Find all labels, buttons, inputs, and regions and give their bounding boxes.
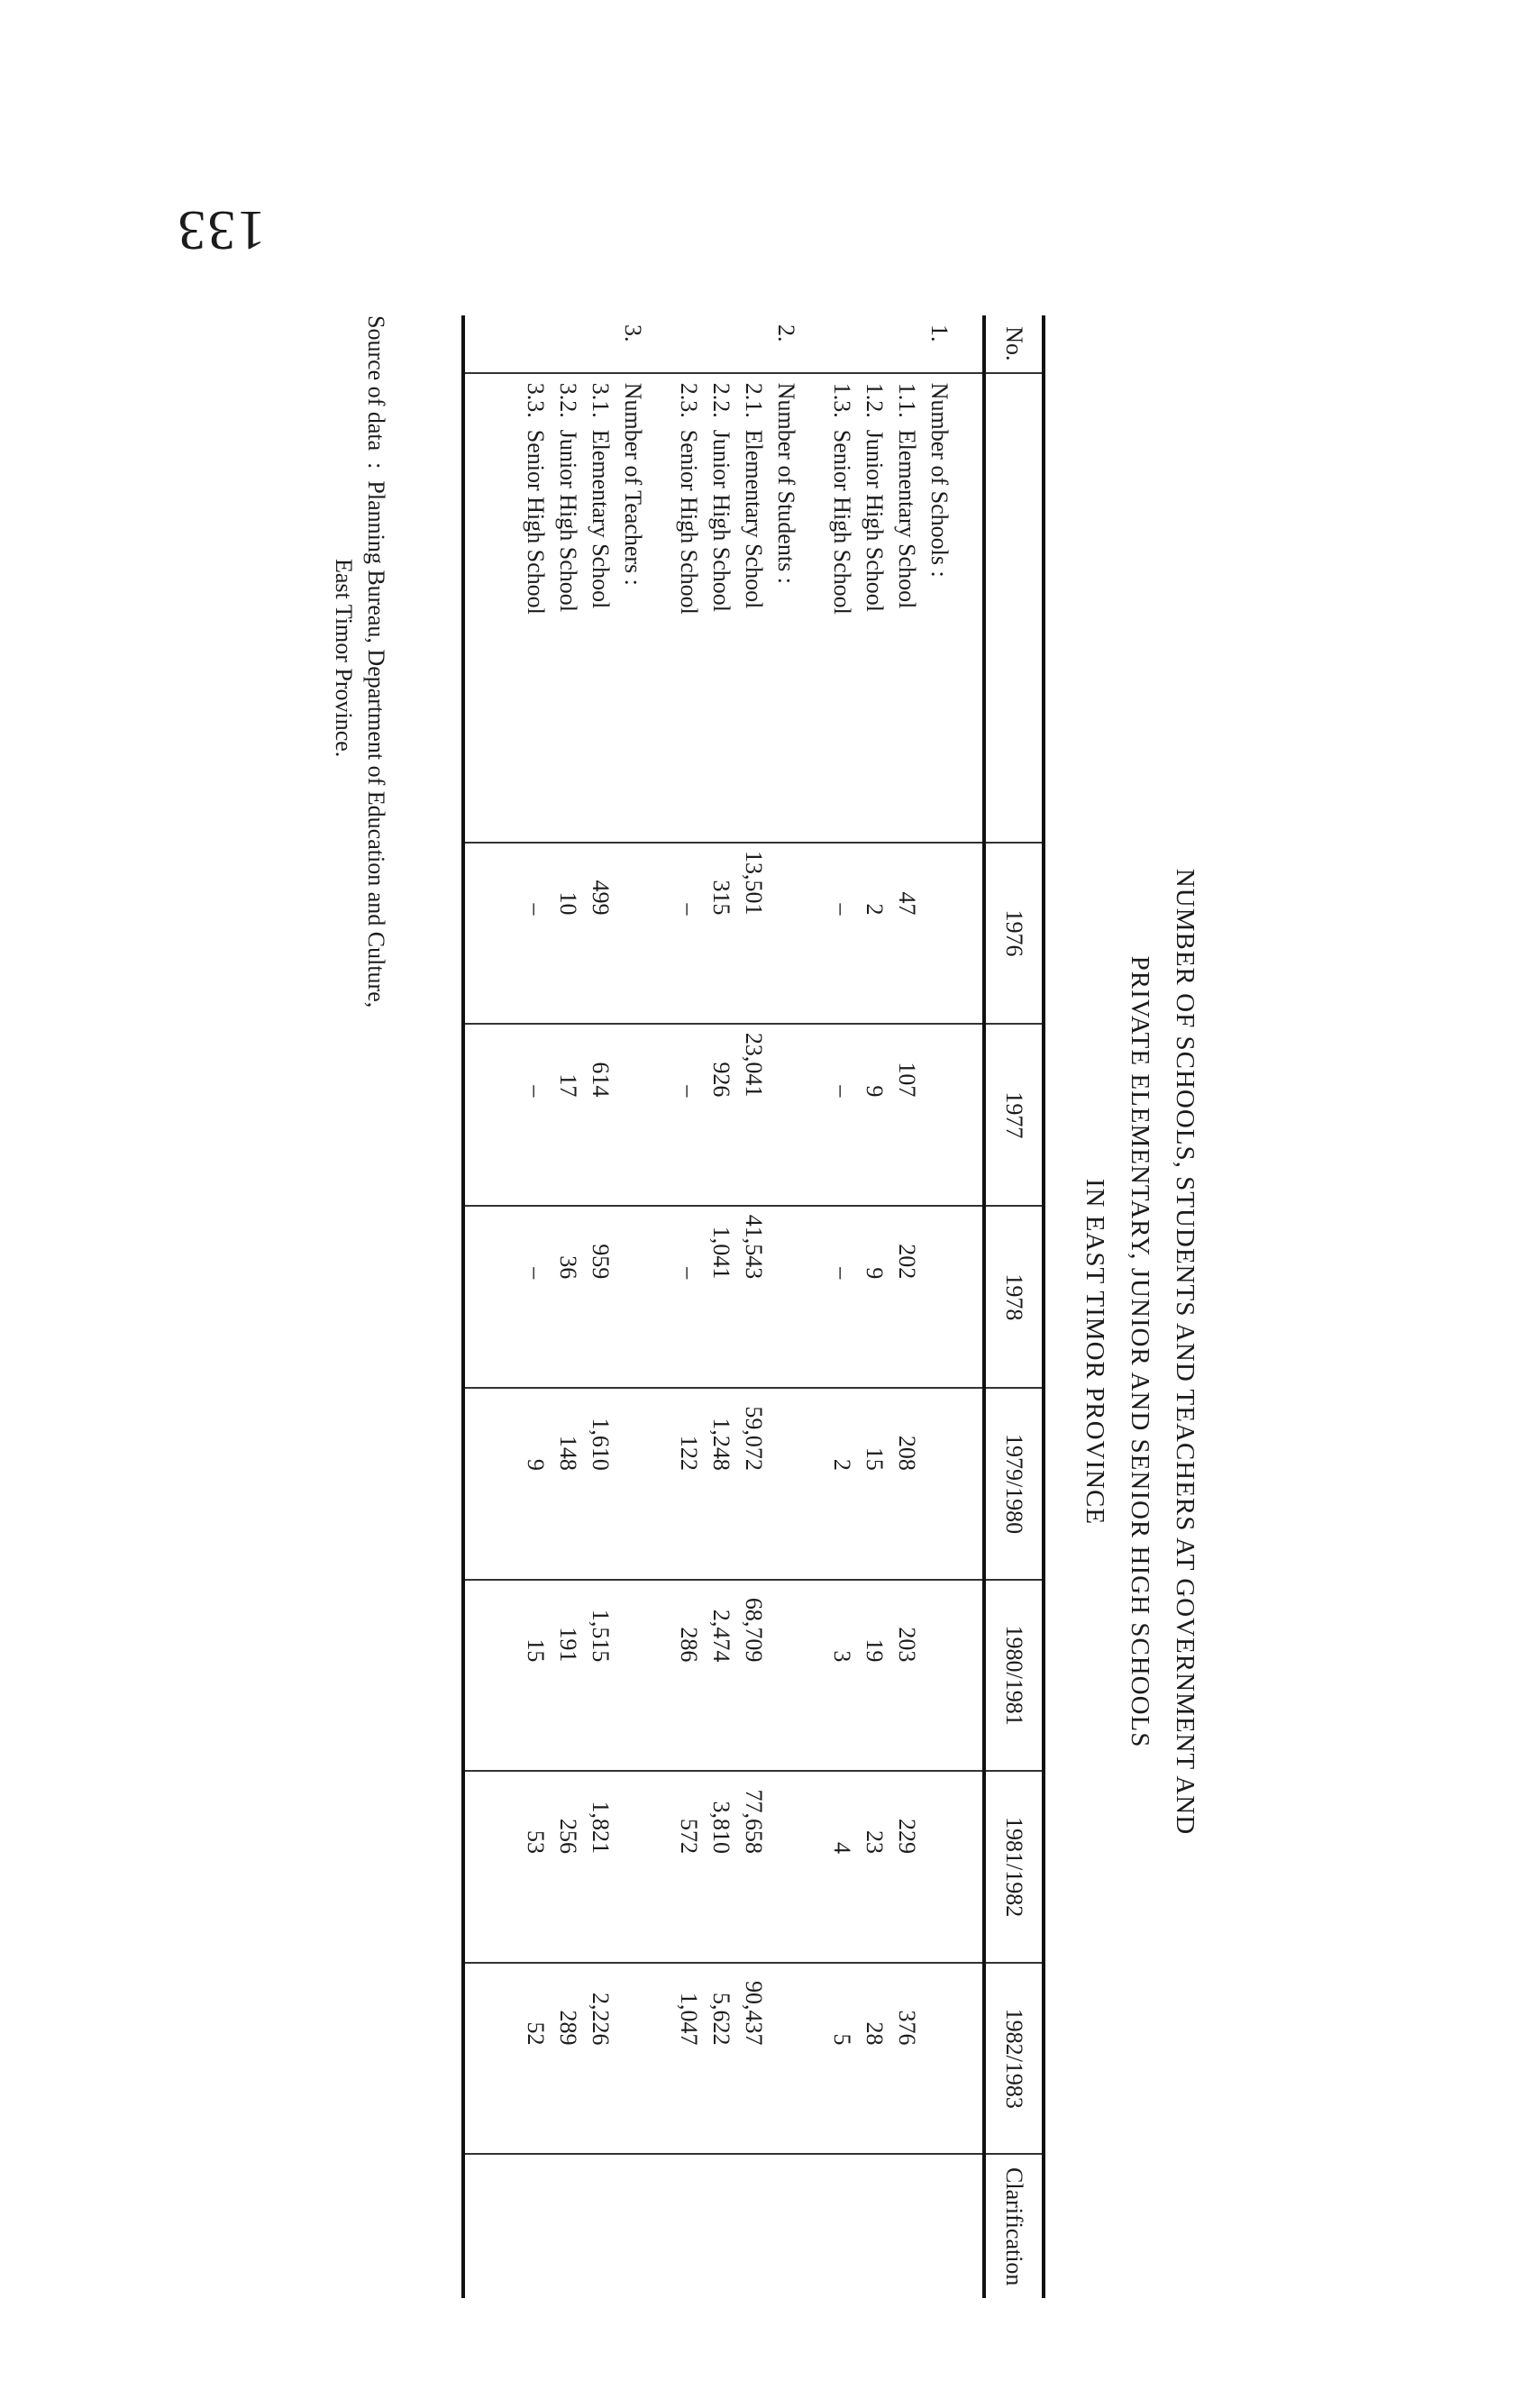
empty-cell [463,843,519,1025]
empty-cell [770,1388,825,1580]
table-cell: 41,543 [737,1206,770,1388]
table-cell: 28 [858,1963,890,2155]
table-cell: 926 [705,1024,737,1206]
empty-cell [770,1206,825,1388]
table-cell: 23 [858,1771,890,1963]
table-cell: 5 [825,1963,858,2155]
table-cell: 1,515 [584,1580,616,1772]
header-1977: 1977 [984,1024,1044,1206]
empty-cell [463,1206,519,1388]
row-label: 3.1. Elementary School [584,373,616,843]
empty-cell [616,1206,672,1388]
table-cell: 2 [858,843,890,1025]
row-label: 1.1. Elementary School [890,373,923,843]
empty-cell [923,843,984,1025]
empty-cell [923,1388,984,1580]
table-cell [825,2154,858,2298]
table-cell: 499 [584,843,616,1025]
rotated-table-page [306,315,1208,2388]
table-row [890,315,923,2298]
table-cell: 3 [825,1580,858,1772]
table-cell: 19 [858,1580,890,1772]
row-label: 3.2. Junior High School [552,373,584,843]
empty-cell [770,1580,825,1772]
header-clarification: Clarification [984,2154,1044,2298]
header-1976: 1976 [984,843,1044,1025]
table-cell: 1,610 [584,1388,616,1580]
table-cell [672,2154,705,2298]
empty-cell [463,1580,519,1772]
title-line-1: NUMBER OF SCHOOLS, STUDENTS AND TEACHERS AT GOVERNMENT AND [1171,868,1199,1836]
table-cell [890,2154,923,2298]
row-label: 2.1. Elementary School [737,373,770,843]
empty-cell [672,315,705,373]
header-1980-1981: 1980/1981 [984,1580,1044,1772]
table-cell: – [519,1024,552,1206]
table-cell: 17 [552,1024,584,1206]
table-cell: 289 [552,1963,584,2155]
header-1981-1982: 1981/1982 [984,1771,1044,1963]
group-label: Number of Students : [770,373,825,843]
empty-cell [923,1771,984,1963]
group-label: Number of Teachers : [616,373,672,843]
source-label: Source of data : [363,315,389,481]
table-row [672,315,705,2298]
row-label: 2.2. Junior High School [705,373,737,843]
empty-cell [923,1206,984,1388]
table-cell: 1,047 [672,1963,705,2155]
table-row [584,315,616,2298]
row-label: 1.3. Senior High School [825,373,858,843]
empty-cell [770,1771,825,1963]
table-cell: 9 [858,1206,890,1388]
empty-cell [616,843,672,1025]
statistics-table [461,315,1045,2298]
empty-cell [616,1580,672,1772]
empty-cell [825,315,858,373]
empty-cell [770,2154,825,2298]
group-row [923,315,984,2298]
table-cell: 208 [890,1388,923,1580]
header-item [984,373,1044,843]
empty-cell [923,2154,984,2298]
table-cell: 959 [584,1206,616,1388]
table-cell: – [519,843,552,1025]
table-cell: – [672,1024,705,1206]
table-cell: 122 [672,1388,705,1580]
table-row [705,315,737,2298]
table-body [463,315,984,2298]
empty-cell [584,315,616,373]
table-row [825,315,858,2298]
table-cell: 10 [552,843,584,1025]
table-cell: – [672,1206,705,1388]
empty-cell [616,2154,672,2298]
empty-cell [890,315,923,373]
table-cell: 1,821 [584,1771,616,1963]
table-cell: 90,437 [737,1963,770,2155]
table-cell: 191 [552,1580,584,1772]
table-cell: 13,501 [737,843,770,1025]
table-cell: 376 [890,1963,923,2155]
empty-cell [616,1388,672,1580]
table-cell: 15 [519,1580,552,1772]
empty-cell [923,1963,984,2155]
table-cell: 23,041 [737,1024,770,1206]
empty-cell [616,1771,672,1963]
group-row [616,315,672,2298]
group-number: 2. [770,315,825,373]
title-line-3: IN EAST TIMOR PROVINCE [1081,1178,1109,1526]
group-label: Number of Schools : [923,373,984,843]
empty-cell [463,2154,519,2298]
page-number: 133 [176,199,266,260]
table-cell: 107 [890,1024,923,1206]
row-label: 3.3. Senior High School [519,373,552,843]
table-cell: 68,709 [737,1580,770,1772]
table-cell: 148 [552,1388,584,1580]
group-number: 3. [616,315,672,373]
empty-cell [552,315,584,373]
header-1982-1983: 1982/1983 [984,1963,1044,2155]
empty-cell [923,1024,984,1206]
empty-cell [770,843,825,1025]
table-cell: 9 [858,1024,890,1206]
title-line-2: PRIVATE ELEMENTARY, JUNIOR AND SENIOR HIGH SCHOOLS [1126,955,1154,1748]
table-cell: 59,072 [737,1388,770,1580]
table-cell: – [519,1206,552,1388]
table-cell: 36 [552,1206,584,1388]
table-cell: 315 [705,843,737,1025]
table-cell [519,2154,552,2298]
table-cell: 256 [552,1771,584,1963]
table-cell: – [825,1024,858,1206]
empty-cell [770,1024,825,1206]
table-cell: 203 [890,1580,923,1772]
empty-cell [519,315,552,373]
empty-cell [463,1024,519,1206]
empty-cell [770,1963,825,2155]
row-label: 2.3. Senior High School [672,373,705,843]
header-1979-1980: 1979/1980 [984,1388,1044,1580]
row-label: 1.2. Junior High School [858,373,890,843]
table-cell: 53 [519,1771,552,1963]
table-cell [584,2154,616,2298]
table-cell: 572 [672,1771,705,1963]
empty-cell [858,315,890,373]
group-number: 1. [923,315,984,373]
table-cell: 2 [825,1388,858,1580]
table-cell: 9 [519,1388,552,1580]
table-cell: 286 [672,1580,705,1772]
table-cell [705,2154,737,2298]
table-title [1072,315,1208,2388]
table-row [737,315,770,2298]
empty-cell [923,1580,984,1772]
empty-cell [463,1388,519,1580]
source-note [327,315,392,2298]
table-cell: 47 [890,843,923,1025]
table-row [552,315,584,2298]
empty-cell [705,315,737,373]
table-bottom-spacer [463,315,519,2298]
source-line-2: East Timor Province. [331,559,357,758]
table-cell [552,2154,584,2298]
empty-cell [463,315,519,373]
table-row [858,315,890,2298]
empty-cell [463,1771,519,1963]
table-cell: 3,810 [705,1771,737,1963]
table-row [519,315,552,2298]
table-cell: 77,658 [737,1771,770,1963]
empty-cell [463,1963,519,2155]
table-cell [858,2154,890,2298]
table-cell: 2,226 [584,1963,616,2155]
table-cell [737,2154,770,2298]
table-cell: – [825,1206,858,1388]
source-line-1: Planning Bureau, Department of Education and Culture, [363,480,389,1008]
table-cell: 1,248 [705,1388,737,1580]
table-cell: 2,474 [705,1580,737,1772]
table-cell: – [825,843,858,1025]
table-cell: – [672,843,705,1025]
table-cell: 15 [858,1388,890,1580]
group-row [770,315,825,2298]
empty-cell [616,1024,672,1206]
header-row [984,315,1044,2298]
table-cell: 52 [519,1963,552,2155]
table-cell: 229 [890,1771,923,1963]
table-cell: 4 [825,1771,858,1963]
table-cell: 1,041 [705,1206,737,1388]
table-cell: 5,622 [705,1963,737,2155]
header-1978: 1978 [984,1206,1044,1388]
header-no: No. [984,315,1044,373]
empty-cell [463,373,519,843]
empty-cell [616,1963,672,2155]
table-cell: 202 [890,1206,923,1388]
table-cell: 614 [584,1024,616,1206]
empty-cell [737,315,770,373]
